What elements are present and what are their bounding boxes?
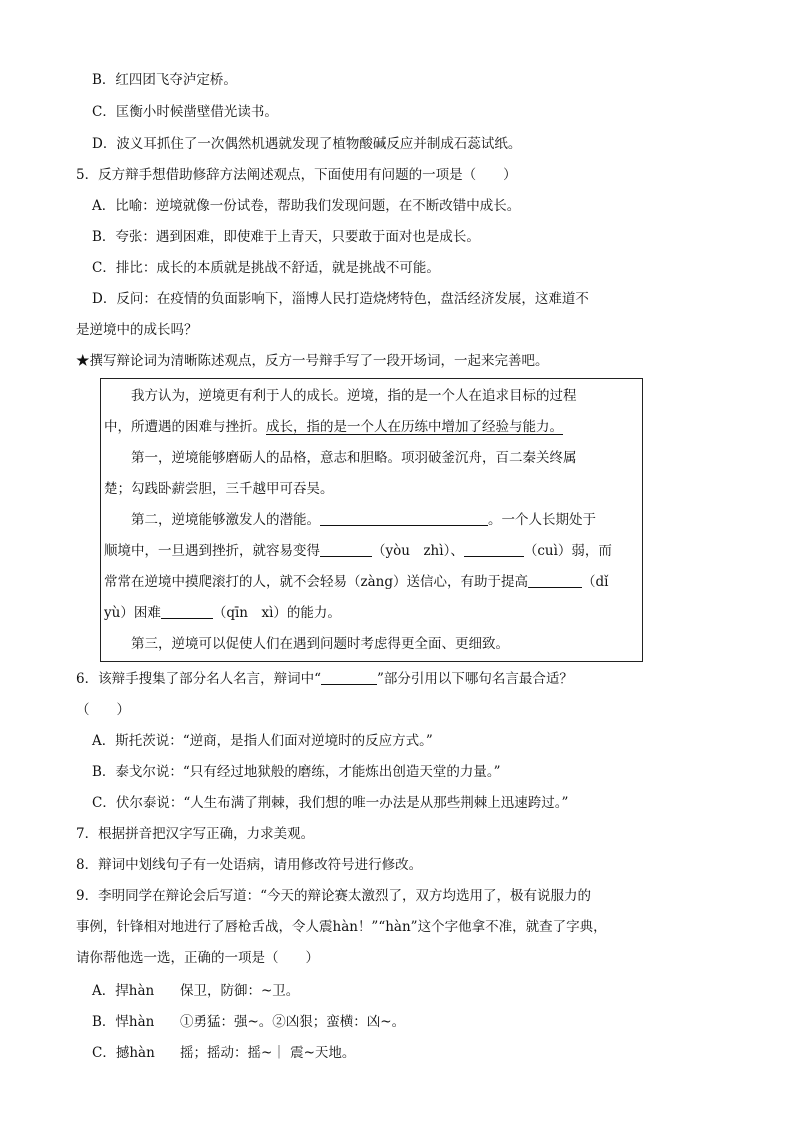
q9-option-a xyxy=(92,981,299,1001)
pinyin-blank[interactable] xyxy=(464,542,524,557)
q5-stem: 5．反方辩手想借助修辞方法阐述观点，下面使用有问题的一项是（ ） xyxy=(76,167,517,183)
passage-text: 中，所遭遇的困难与挫折。 xyxy=(104,419,266,435)
q6-option-c: C．伏尔泰说：“人生布满了荆棘，我们想的唯一办法是从那些荆棘上迅速跨过。” xyxy=(92,795,569,811)
passage-line xyxy=(104,572,608,592)
q9-stem-cont: 事例，针锋相对地进行了唇枪舌战，令人震hàn！”“hàn”这个字他拿不准，就查了字典， xyxy=(76,919,607,935)
q4-option-d: D．波义耳抓住了一次偶然机遇就发现了植物酸碱反应并制成石蕊试纸。 xyxy=(92,136,522,152)
q4-option-c: C．匡衡小时候凿壁借光读书。 xyxy=(92,104,278,120)
q6-answer-paren: （ ） xyxy=(76,702,130,718)
passage-line xyxy=(104,417,563,437)
passage-text: 顺境中，一旦遇到挫折，就容易变得 xyxy=(104,543,320,559)
opening-speech-box xyxy=(100,378,643,662)
q9-option-char: B．悍hàn xyxy=(92,1014,155,1030)
passage-text: yù）困难 xyxy=(104,605,161,621)
q7-stem: 7．根据拼音把汉字写正确，力求美观。 xyxy=(76,826,315,842)
q6-stem-text: ”部分引用以下哪句名言最合适？ xyxy=(377,671,573,687)
q6-option-b: B．泰戈尔说：“只有经过地狱般的磨练，才能炼出创造天堂的力量。” xyxy=(92,764,501,780)
quote-blank[interactable] xyxy=(320,511,488,526)
debate-intro: ★撰写辩论词为清晰陈述观点，反方一号辩手写了一段开场词，一起来完善吧。 xyxy=(76,353,549,369)
passage-line xyxy=(104,603,341,623)
passage-line xyxy=(131,510,596,530)
q6-option-a: A．斯托茨说：“逆商，是指人们面对逆境时的反应方式。” xyxy=(92,733,433,749)
q5-option-b: B．夸张：遇到困难，即使难于上青天，只要敢于面对也是成长。 xyxy=(92,229,480,245)
q9-option-def: 摇；摇动：摇~｜ 震~天地。 xyxy=(180,1045,356,1061)
passage-line: 我方认为，逆境更有利于人的成长。逆境，指的是一个人在追求目标的过程 xyxy=(131,388,577,404)
passage-text: 常常在逆境中摸爬滚打的人，就不会轻易（zàng）送信心，有助于提高 xyxy=(104,574,528,590)
q6-blank xyxy=(321,670,377,685)
passage-line: 第一，逆境能够磨砺人的品格，意志和胆略。项羽破釜沉舟，百二秦关终属 xyxy=(131,450,577,466)
q9-option-b xyxy=(92,1012,405,1032)
passage-text: （yòu zhì）、 xyxy=(372,543,464,559)
passage-line: 楚；勾践卧薪尝胆，三千越甲可吞吴。 xyxy=(104,481,334,497)
passage-text: （dǐ xyxy=(582,574,609,590)
q5-option-a: A．比喻：逆境就像一份试卷，帮助我们发现问题，在不断改错中成长。 xyxy=(92,198,521,214)
q6-stem-text: 6．该辩手搜集了部分名人名言，辩词中“ xyxy=(76,671,321,687)
passage-text: （cuì）弱，而 xyxy=(523,543,612,559)
q9-option-char: C．撼hàn xyxy=(92,1045,155,1061)
pinyin-blank[interactable] xyxy=(528,573,582,588)
passage-text: 。一个人长期处于 xyxy=(488,512,596,528)
passage-text: （qīn xì）的能力。 xyxy=(212,605,341,621)
q5-option-d: D．反问：在疫情的负面影响下，淄博人民打造烧烤特色，盘活经济发展，这难道不 xyxy=(92,291,589,307)
q9-stem-cont: 请你帮他选一选，正确的一项是（ ） xyxy=(76,950,319,966)
q8-stem: 8．辩词中划线句子有一处语病，请用修改符号进行修改。 xyxy=(76,857,423,873)
underlined-sentence: 成长，指的是一个人在历练中增加了经验与能力。 xyxy=(266,419,563,435)
passage-line: 第三，逆境可以促使人们在遇到问题时考虑得更全面、更细致。 xyxy=(131,636,509,652)
q4-option-b: B．红四团飞夺泸定桥。 xyxy=(92,72,237,88)
q9-option-c xyxy=(92,1043,355,1063)
q6-stem xyxy=(76,669,573,689)
q9-option-def: ①勇猛：强~。②凶狠；蛮横：凶~。 xyxy=(180,1014,406,1030)
q9-stem: 9．李明同学在辩论会后写道：“今天的辩论赛太激烈了，双方均选用了，极有说服力的 xyxy=(76,888,591,904)
passage-text: 第二，逆境能够激发人的潜能。 xyxy=(131,512,320,528)
q5-option-c: C．排比：成长的本质就是挑战不舒适，就是挑战不可能。 xyxy=(92,260,440,276)
q9-option-def: 保卫，防御：~卫。 xyxy=(180,983,300,999)
q5-option-d-cont: 是逆境中的成长吗？ xyxy=(76,322,198,338)
passage-line xyxy=(104,541,612,561)
pinyin-blank[interactable] xyxy=(161,604,213,619)
pinyin-blank[interactable] xyxy=(320,542,372,557)
q9-option-char: A．捍hàn xyxy=(92,983,155,999)
